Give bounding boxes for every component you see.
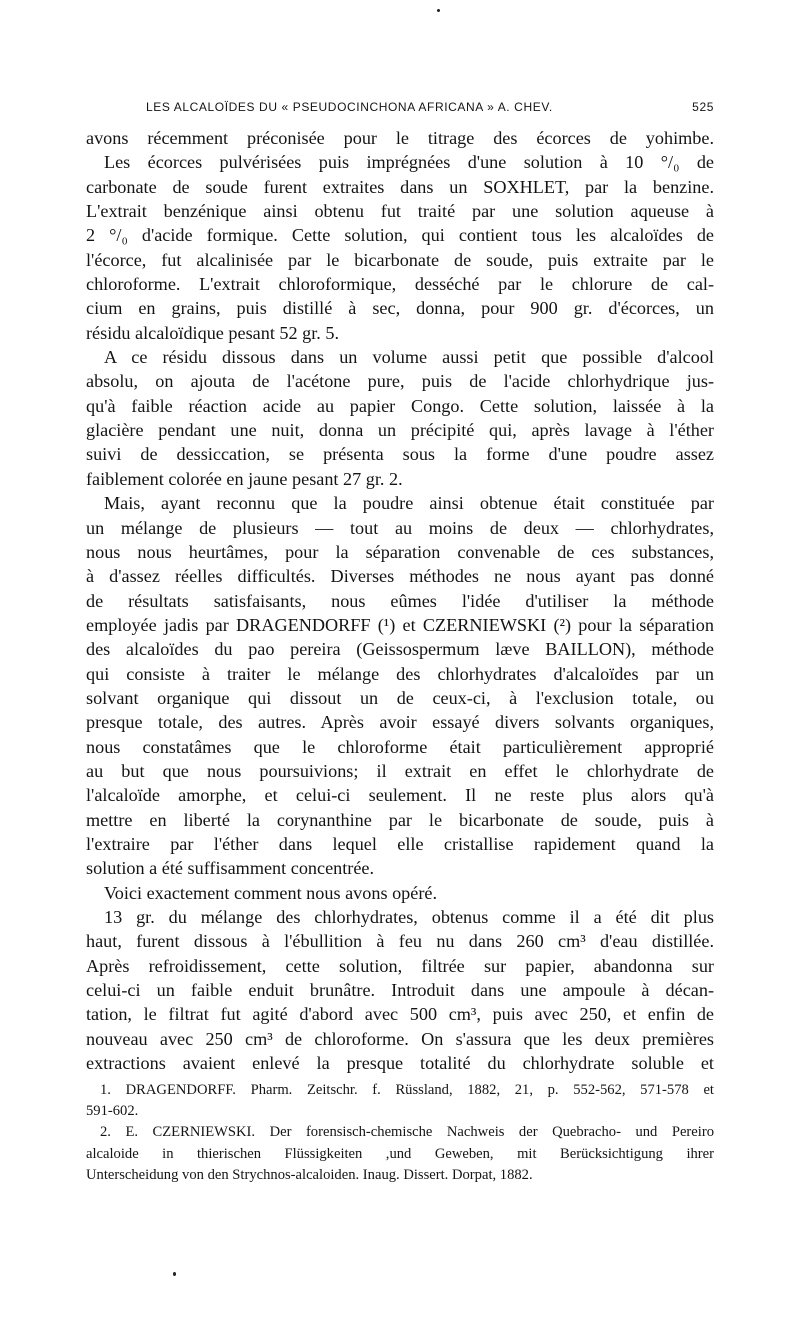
text-line: mettre en liberté la corynanthine par le bicarbonate de soude, puis à (86, 809, 714, 830)
text-line: Voici exactement comment nous avons opéré. (104, 882, 438, 903)
text-line: un mélange de plusieurs — tout au moins de deux — chlorhydrates, (86, 517, 714, 538)
text-line: chloroforme. L'extrait chloroformique, desséché par le chlorure de cal- (86, 274, 714, 295)
running-head (146, 100, 714, 114)
text-line: nouveau avec 250 cm³ de chloroforme. On s'assura que les deux premières (86, 1028, 714, 1049)
text-line: extractions avaient enlevé la presque totalité du chlorhydrate soluble et (86, 1053, 714, 1074)
text-line: absolu, on ajouta de l'acétone pure, puis de l'acide chlorhydrique jus- (86, 371, 714, 392)
footnote-2 (86, 1122, 714, 1186)
footnote-line: 2. E. CZERNIEWSKI. Der forensisch-chemische Nachweis der Quebracho- und Pereiro (100, 1124, 714, 1141)
text-line: à d'assez réelles difficultés. Diverses méthodes ne nous ayant pas donné (86, 566, 714, 587)
text-line: résidu alcaloïdique pesant 52 gr. 5. (86, 322, 340, 343)
running-head-title: LES ALCALOÏDES DU « PSEUDOCINCHONA AFRICANA » A. CHEV. (146, 100, 553, 114)
text-line: des alcaloïdes du pao pereira (Geissospermum læve BAILLON), méthode (86, 639, 714, 660)
text-line: carbonate de soude furent extraites dans un SOXHLET, par la benzine. (86, 176, 714, 197)
text-line: celui-ci un faible enduit brunâtre. Introduit dans une ampoule à décan- (86, 980, 714, 1001)
paragraph-extraction (86, 126, 714, 345)
footnote-1 (86, 1080, 714, 1122)
print-speck (437, 9, 440, 12)
text-line: Après refroidissement, cette solution, filtrée sur papier, abandonna sur (86, 955, 714, 976)
text-line: Les écorces pulvérisées puis imprégnées d'une solution à 10 °/₀ de (104, 152, 714, 173)
text-line: au but que nous poursuivions; il extrait en effet le chlorhydrate de (86, 760, 714, 781)
footnote-line: Unterscheidung von den Strychnos-alcaloiden. Inaug. Dissert. Dorpat, 1882. (86, 1166, 533, 1183)
paragraph-procedure (86, 905, 714, 1075)
text-line: A ce résidu dissous dans un volume aussi petit que possible d'alcool (104, 347, 714, 368)
text-line: suivi de dessiccation, se présenta sous la forme d'une poudre assez (86, 444, 714, 465)
paragraph-procedure-intro (86, 881, 714, 905)
text-line: faiblement colorée en jaune pesant 27 gr. 2. (86, 468, 403, 489)
text-line: 13 gr. du mélange des chlorhydrates, obtenus comme il a été dit plus (104, 907, 714, 927)
text-line: qu'à faible réaction acide au papier Congo. Cette solution, laissée à la (86, 395, 714, 416)
text-line: l'écorce, fut alcalinisée par le bicarbonate de soude, puis extraite par le (86, 249, 714, 270)
text-line: glacière pendant une nuit, donna un précipité qui, après lavage à l'éther (86, 420, 714, 441)
text-line: qui consiste à traiter le mélange des chlorhydrates d'alcaloïdes par un (86, 663, 714, 684)
text-line: L'extrait benzénique ainsi obtenu fut traité par une solution aqueuse à (86, 201, 714, 222)
text-line: Mais, ayant reconnu que la poudre ainsi obtenue était constituée par (104, 493, 714, 514)
text-line: avons récemment préconisée pour le titrage des écorces de yohimbe. (86, 128, 714, 148)
text-line: nous constatâmes que le chloroforme était particulièrement approprié (86, 736, 714, 757)
text-line: de résultats satisfaisants, nous eûmes l'idée d'utiliser la méthode (86, 590, 714, 611)
footnotes (86, 1080, 714, 1186)
text-line: solvant organique qui dissout un de ceux-ci, à l'exclusion totale, ou (86, 687, 714, 708)
text-line: presque totale, des autres. Après avoir essayé divers solvants organiques, (86, 712, 714, 733)
text-line: 2 °/₀ d'acide formique. Cette solution, qui contient tous les alcaloïdes de (86, 225, 714, 246)
text-line: tation, le filtrat fut agité d'abord avec 500 cm³, puis avec 250, et enfin de (86, 1004, 714, 1025)
footnote-line: 591-602. (86, 1103, 139, 1120)
text-line: haut, furent dissous à l'ébullition à feu nu dans 260 cm³ d'eau distillée. (86, 931, 714, 952)
footnote-line: alcaloide in thierischen Flüssigkeiten ,und Geweben, mit Berücksichtigung ihrer (86, 1145, 714, 1162)
body-text (86, 126, 714, 1075)
page-number: 525 (692, 100, 714, 114)
text-line: nous nous heurtâmes, pour la séparation convenable de ces substances, (86, 541, 714, 562)
footnote-line: 1. DRAGENDORFF. Pharm. Zeitschr. f. Rüssland, 1882, 21, p. 552-562, 571-578 et (100, 1082, 714, 1098)
text-line: employée jadis par DRAGENDORFF (¹) et CZERNIEWSKI (²) pour la séparation (86, 614, 714, 635)
text-line: l'extraire par l'éther dans lequel elle cristallise rapidement quand la (86, 833, 714, 854)
paragraph-separation-method (86, 491, 714, 881)
text-line: solution a été suffisamment concentrée. (86, 858, 375, 879)
paragraph-precipitation (86, 345, 714, 491)
text-line: l'alcaloïde amorphe, et celui-ci seulement. Il ne reste plus alors qu'à (86, 785, 714, 806)
print-speck (173, 1272, 176, 1276)
text-line: cium en grains, puis distillé à sec, donna, pour 900 gr. d'écorces, un (86, 298, 714, 319)
